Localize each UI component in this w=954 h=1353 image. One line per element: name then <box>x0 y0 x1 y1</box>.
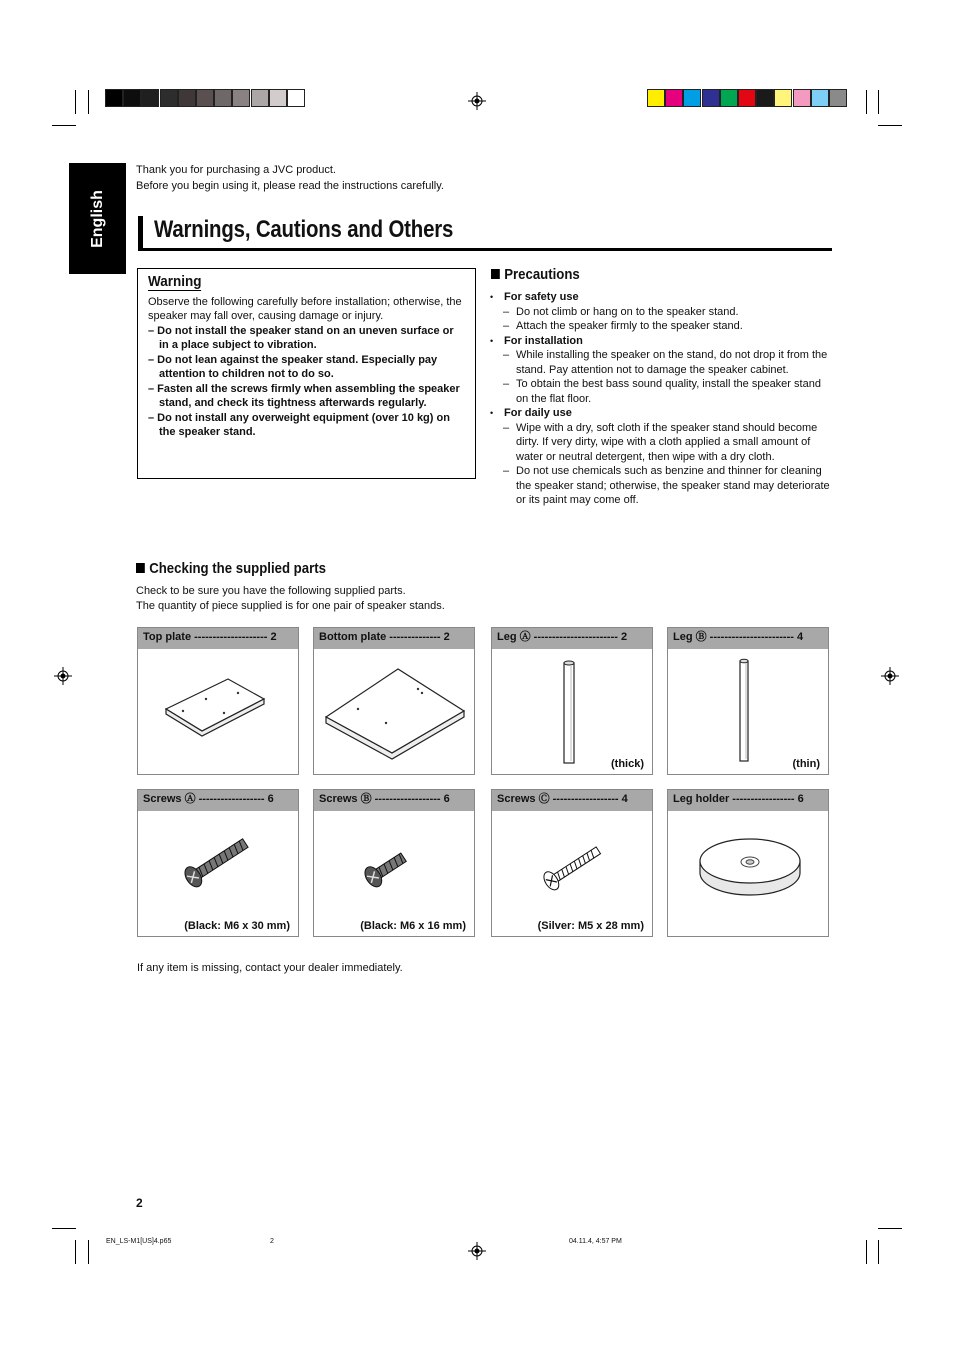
color-swatch <box>683 89 701 107</box>
part-card-bottom-plate <box>313 627 475 775</box>
registration-mark-icon <box>468 92 486 110</box>
color-swatch <box>647 89 665 107</box>
checking-heading-text: Checking the supplied parts <box>149 560 326 577</box>
color-swatch <box>287 89 305 107</box>
precaution-item: – Attach the speaker firmly to the speaker stand. <box>489 319 834 334</box>
color-swatch <box>793 89 811 107</box>
registration-mark-icon <box>881 667 899 685</box>
part-note: (thin) <box>792 758 820 770</box>
language-tab <box>69 163 126 274</box>
top-plate-icon <box>138 649 298 774</box>
color-swatch <box>105 89 123 107</box>
color-swatch <box>123 89 141 107</box>
warning-intro: Observe the following carefully before installation; otherwise, the speaker may fall over, causing damage or injury. <box>148 295 462 322</box>
missing-item-note: If any item is missing, contact your dealer immediately. <box>137 962 403 974</box>
color-swatch <box>141 89 159 107</box>
registration-mark-icon <box>54 667 72 685</box>
precaution-item: – To obtain the best bass sound quality, install the speaker stand on the flat floor. <box>489 377 834 406</box>
bottom-plate-icon <box>314 649 474 774</box>
intro-text <box>136 162 444 194</box>
warning-item: – Do not install the speaker stand on an uneven surface or in a place subject to vibration. <box>148 324 454 351</box>
screw-b-icon <box>314 811 474 936</box>
part-label: Leg Ⓑ ----------------------- 4 <box>668 628 828 649</box>
precaution-category: • For daily use <box>489 406 834 421</box>
color-swatch <box>756 89 774 107</box>
part-label: Screws Ⓑ ------------------ 6 <box>314 790 474 811</box>
part-label: Leg holder ----------------- 6 <box>668 790 828 811</box>
intro-line: Thank you for purchasing a JVC product. <box>136 164 336 176</box>
color-swatch <box>178 89 196 107</box>
color-swatch <box>720 89 738 107</box>
precautions-heading <box>491 266 580 283</box>
intro-line: Before you begin using it, please read the instructions carefully. <box>136 180 444 192</box>
title-accent-bar <box>138 216 143 248</box>
screw-c-icon <box>492 811 652 936</box>
part-card-leg-a <box>491 627 653 775</box>
page-title: Warnings, Cautions and Others <box>154 216 454 243</box>
slug-page: 2 <box>270 1238 274 1245</box>
part-note: (Black: M6 x 16 mm) <box>360 920 466 932</box>
part-note: (thick) <box>611 758 644 770</box>
precautions-heading-text: Precautions <box>504 266 580 283</box>
color-swatch <box>196 89 214 107</box>
title-rule <box>138 248 832 251</box>
checking-heading <box>136 560 326 577</box>
part-label: Top plate -------------------- 2 <box>138 628 298 649</box>
screw-a-icon <box>138 811 298 936</box>
part-card-screws-a <box>137 789 299 937</box>
part-card-leg-b <box>667 627 829 775</box>
page-number: 2 <box>136 1196 143 1210</box>
color-swatch <box>702 89 720 107</box>
part-note: (Black: M6 x 30 mm) <box>184 920 290 932</box>
checking-text <box>136 584 445 613</box>
precaution-item: – Do not use chemicals such as benzine and thinner for cleaning the speaker stand; otherwise, the speaker stand may deteriorate or its paint may come off. <box>489 464 834 508</box>
warning-heading: Warning <box>148 273 202 290</box>
slug-date: 04.11.4, 4:57 PM <box>569 1238 622 1245</box>
color-swatch <box>214 89 232 107</box>
registration-mark-icon <box>468 1242 486 1260</box>
slug-filename: EN_LS-M1[US]4.p65 <box>106 1238 172 1245</box>
part-label: Screws Ⓐ ------------------ 6 <box>138 790 298 811</box>
precaution-category: • For installation <box>489 334 834 349</box>
leg-holder-icon <box>668 811 828 936</box>
color-swatch <box>738 89 756 107</box>
precaution-item: – Do not climb or hang on to the speaker stand. <box>489 305 834 320</box>
part-card-top-plate <box>137 627 299 775</box>
part-card-screws-b <box>313 789 475 937</box>
warning-item: – Do not install any overweight equipment (over 10 kg) on the speaker stand. <box>148 411 450 438</box>
warning-box <box>137 268 476 479</box>
color-swatch <box>829 89 847 107</box>
precaution-item: – While installing the speaker on the stand, do not drop it from the stand. Pay attention not to damage the speaker cabinet. <box>489 348 834 377</box>
warning-item: – Fasten all the screws firmly when assembling the speaker stand, and check its tightness afterwards regularly. <box>148 382 460 409</box>
color-swatch <box>269 89 287 107</box>
leg-b-icon <box>668 649 828 774</box>
precaution-item: – Wipe with a dry, soft cloth if the speaker stand should become dirty. If very dirty, wipe with a cloth applied a small amount of water or neutral detergent, then wipe with a dry cloth. <box>489 421 834 465</box>
part-card-screws-c <box>491 789 653 937</box>
color-swatch <box>811 89 829 107</box>
color-swatch <box>251 89 269 107</box>
warning-item: – Do not lean against the speaker stand. Especially pay attention to children not to do so. <box>148 353 438 380</box>
square-bullet-icon <box>136 563 145 573</box>
precaution-category: • For safety use <box>489 290 834 305</box>
color-swatch <box>232 89 250 107</box>
square-bullet-icon <box>491 269 500 279</box>
part-label: Bottom plate -------------- 2 <box>314 628 474 649</box>
color-swatch <box>160 89 178 107</box>
color-swatch <box>774 89 792 107</box>
precautions-list <box>489 290 834 508</box>
part-note: (Silver: M5 x 28 mm) <box>537 920 644 932</box>
color-swatch <box>665 89 683 107</box>
part-card-leg-holder <box>667 789 829 937</box>
leg-a-icon <box>492 649 652 774</box>
checking-line: The quantity of piece supplied is for one pair of speaker stands. <box>136 599 445 612</box>
language-tab-label: English <box>88 189 106 248</box>
checking-line: Check to be sure you have the following supplied parts. <box>136 585 406 597</box>
part-label: Screws Ⓒ ------------------ 4 <box>492 790 652 811</box>
part-label: Leg Ⓐ ----------------------- 2 <box>492 628 652 649</box>
